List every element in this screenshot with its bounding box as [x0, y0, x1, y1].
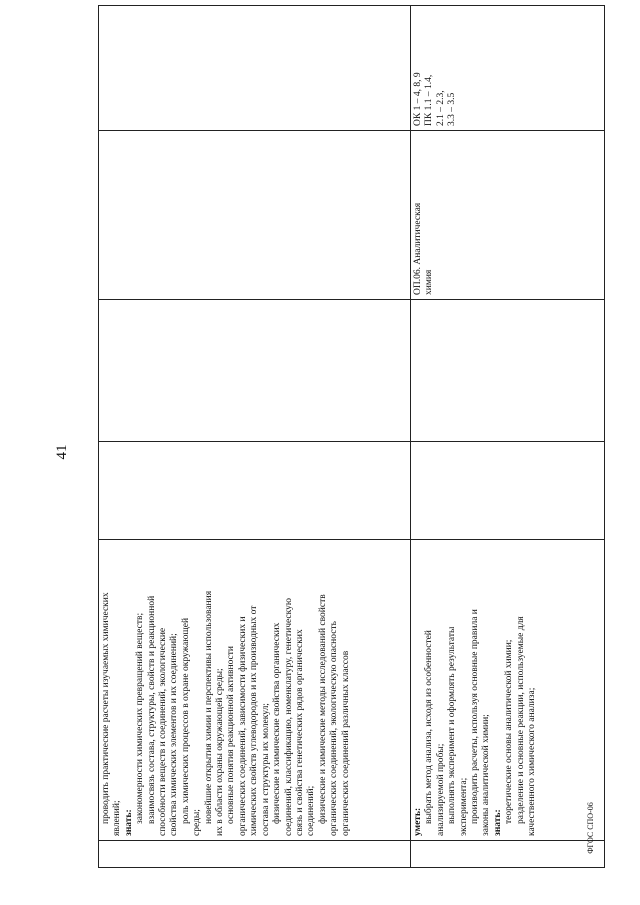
competence-cell — [99, 6, 411, 131]
text-line: органических соединений, зависимости физических и — [237, 616, 248, 836]
text-line: выбрать метод анализа, исходя из особенностей — [424, 630, 435, 824]
text-line: ОК 1 – 4, 8, 9 — [413, 72, 423, 126]
text-line: состава и структуры их молекул; — [260, 703, 271, 836]
text-line: 3.3 – 3.5 — [447, 92, 458, 126]
text-line: производить расчеты, используя основные правила и — [470, 609, 481, 824]
text-line: разделение и основные реакции, используемые для — [515, 616, 526, 824]
hours-cell — [99, 300, 411, 442]
hours-cell — [411, 442, 605, 540]
text-line: ПК 1.1 – 1.4, — [424, 74, 435, 126]
text-line: химических свойств углеводородов и их производных от — [249, 605, 260, 836]
footer-label: ФГОС СПО-06 — [586, 802, 595, 854]
text-line: законы аналитической химии; — [481, 714, 492, 836]
text-line: новейшие открытия химии и перспективы использования — [203, 590, 214, 824]
text-line: органических соединений различных классов — [340, 650, 351, 836]
text-line: эксперимента; — [458, 777, 469, 836]
text-line: взаимосвязь состава, структуры, свойств и реакционной — [146, 595, 157, 824]
text-line: знать: — [123, 809, 134, 836]
curriculum-table-wrapper — [98, 40, 604, 868]
content-cell — [99, 540, 411, 841]
text-line: выполнять эксперимент и оформлять результаты — [447, 626, 458, 824]
text-line: органических соединений, экологическую опасность — [329, 621, 340, 836]
text-line: роль химических процессов в охране окружающей — [180, 617, 191, 824]
table-row — [411, 6, 605, 868]
text-line: соединений; — [306, 785, 317, 836]
content-cell — [411, 540, 605, 841]
text-line: химия — [424, 269, 435, 295]
text-line: основные понятия реакционной активности — [226, 645, 237, 824]
text-line: способности веществ и соединений, экологические — [158, 627, 169, 836]
text-line: анализируемой пробы; — [435, 743, 446, 836]
text-line: качественного химического анализа; — [527, 687, 538, 836]
hours-cell — [99, 442, 411, 540]
text-line: уметь: — [413, 807, 423, 836]
text-line: 2.1 – 2.3, — [435, 90, 446, 126]
index-cell — [99, 841, 411, 868]
discipline-cell — [411, 131, 605, 300]
text-line: среды; — [192, 809, 203, 836]
index-cell — [411, 841, 605, 868]
discipline-cell — [99, 131, 411, 300]
text-line: их в области охраны окружающей среды; — [215, 668, 226, 836]
text-line: физические и химические свойства органических — [272, 622, 283, 824]
competence-cell — [411, 6, 605, 131]
text-line: проводить практические расчеты изучаемых химических — [101, 592, 111, 824]
curriculum-table — [98, 5, 605, 868]
text-line: теоретические основы аналитической химии; — [504, 639, 515, 824]
table-row — [99, 6, 411, 868]
text-line: соединений, классификацию, номенклатуру, генетическую — [283, 598, 294, 836]
text-line: свойства химических элементов и их соединений; — [169, 633, 180, 836]
text-line: физические и химические методы исследований свойств — [317, 594, 328, 824]
hours-cell — [411, 300, 605, 442]
text-line: закономерности химических превращений веществ; — [135, 612, 146, 824]
text-line: связь и свойства генетических рядов органических — [294, 629, 305, 836]
text-line: знать: — [492, 809, 503, 836]
page-number: 41 — [54, 444, 70, 460]
text-line: ОП.06. Аналитическая — [413, 202, 423, 295]
text-line: явлений; — [112, 800, 123, 836]
